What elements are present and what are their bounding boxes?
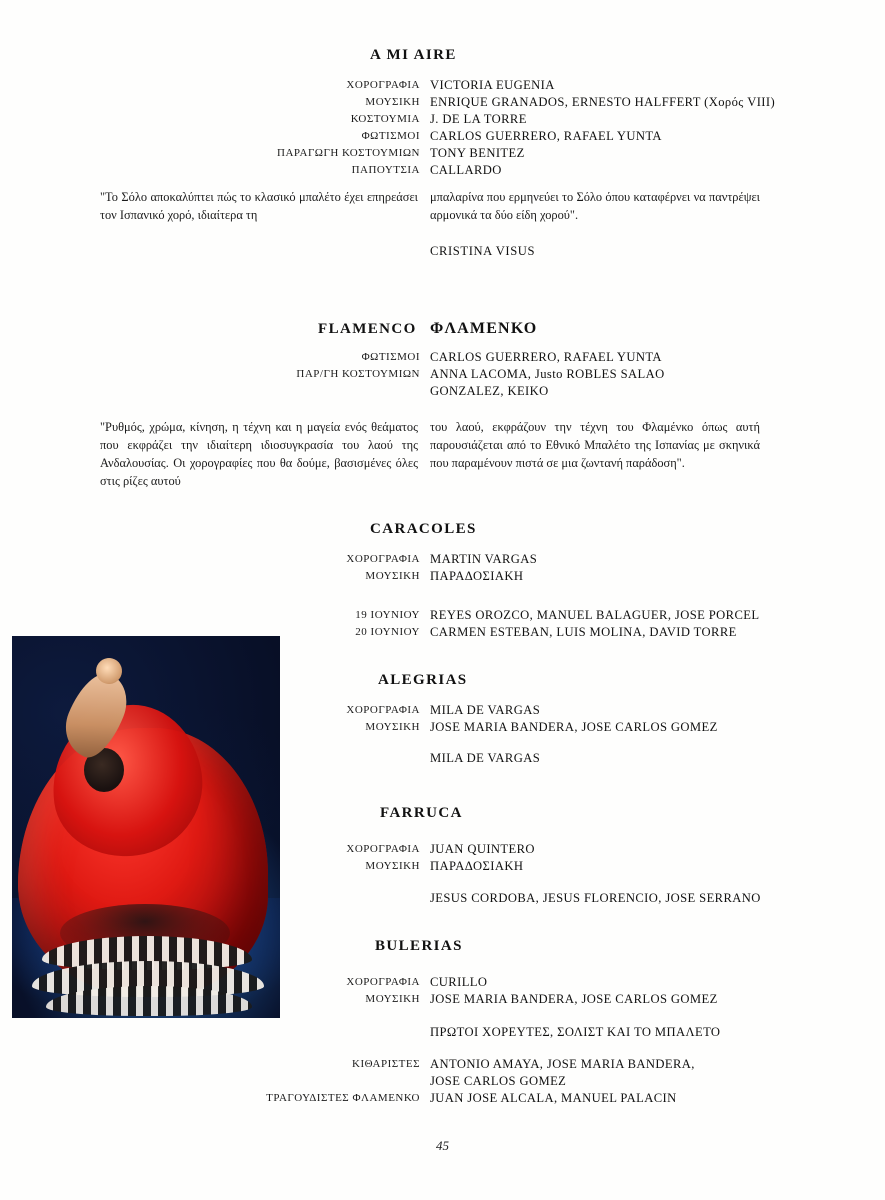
bulerias-value-guitarists-cont: JOSE CARLOS GOMEZ — [430, 1074, 567, 1088]
bulerias-label-flamenco-singers: ΤΡΑΓΟΥΔΙΣΤΕΣ ΦΛΑΜΕΝΚΟ — [266, 1092, 420, 1104]
credit-value-shoes: CALLARDO — [430, 163, 502, 177]
bulerias-credit-label-music: ΜΟΥΣΙΚΗ — [365, 993, 420, 1005]
credit-value-costumes: J. DE LA TORRE — [430, 112, 527, 126]
quote-a-mi-aire-right: μπαλαρίνα που ερμηνεύει το Σόλο όπου καταφέρνει να παντρέψει αρμονικά τα δύο είδη χορού". — [430, 190, 760, 222]
bulerias-cast: ΠΡΩΤΟΙ ΧΟΡΕΥΤΕΣ, ΣΟΛΙΣΤ ΚΑΙ ΤΟ ΜΠΑΛΕΤΟ — [430, 1025, 721, 1039]
caracoles-credit-label-music: ΜΟΥΣΙΚΗ — [365, 570, 420, 582]
flamenco-credit-value-lighting: CARLOS GUERRERO, RAFAEL YUNTA — [430, 350, 662, 364]
farruca-credit-label-choreography: ΧΟΡΟΓΡΑΦΙΑ — [346, 843, 420, 855]
credit-value-costume-production: TONY BENITEZ — [430, 146, 525, 160]
farruca-cast: JESUS CORDOBA, JESUS FLORENCIO, JOSE SERRANO — [430, 891, 761, 905]
flamenco-credit-value-costume-production-cont: GONZALEZ, KEIKO — [430, 384, 549, 398]
credit-label-shoes: ΠΑΠΟΥΤΣΙΑ — [351, 164, 420, 176]
caracoles-cast-label-june-20: 20 ΙΟΥΝΙΟΥ — [355, 626, 420, 638]
flamenco-credit-label-lighting: ΦΩΤΙΣΜΟΙ — [361, 351, 420, 363]
caracoles-credit-value-choreography: MARTIN VARGAS — [430, 552, 538, 566]
bulerias-value-flamenco-singers: JUAN JOSE ALCALA, MANUEL PALACIN — [430, 1091, 677, 1105]
flamenco-credit-label-costume-production: ΠΑΡ/ΓΗ ΚΟΣΤΟΥΜΙΩΝ — [296, 368, 420, 380]
credit-label-choreography: ΧΟΡΟΓΡΑΦΙΑ — [346, 79, 420, 91]
credit-label-costume-production: ΠΑΡΑΓΩΓΗ ΚΟΣΤΟΥΜΙΩΝ — [277, 147, 420, 159]
caracoles-cast-label-june-19: 19 ΙΟΥΝΙΟΥ — [355, 609, 420, 621]
section-title-alegrias: ALEGRIAS — [378, 672, 468, 688]
quote-a-mi-aire-left: "Το Σόλο αποκαλύπτει πώς το κλασικό μπαλέτο έχει επηρεάσει τον Ισπανικό χορό, ιδιαίτερα τη — [100, 190, 418, 222]
quote-flamenco-right: του λαού, εκφράζουν την τέχνη του Φλαμένκο όπως αυτή παρουσιάζεται από το Εθνικό Μπαλέτο της Ισπανίας με σκηνικά που παραμένουν πιστά σε μια ζωντανή παράδοση". — [430, 420, 760, 470]
bulerias-value-guitarists: ANTONIO AMAYA, JOSE MARIA BANDERA, — [430, 1057, 695, 1071]
credit-label-costumes: ΚΟΣΤΟΥΜΙΑ — [350, 113, 420, 125]
alegrias-credit-label-choreography: ΧΟΡΟΓΡΑΦΙΑ — [346, 704, 420, 716]
credit-value-choreography: VICTORIA EUGENIA — [430, 78, 555, 92]
section-title-caracoles: CARACOLES — [370, 521, 477, 537]
section-title-flamenco: FLAMENCO — [318, 321, 417, 337]
caracoles-credit-value-music: ΠΑΡΑΔΟΣΙΑΚΗ — [430, 569, 524, 583]
section-title-a-mi-aire: A MI AIRE — [370, 47, 457, 63]
bulerias-label-guitarists: ΚΙΘΑΡΙΣΤΕΣ — [352, 1058, 420, 1070]
quote-attribution-cristina-visus: CRISTINA VISUS — [430, 244, 536, 258]
alegrias-credit-label-music: ΜΟΥΣΙΚΗ — [365, 721, 420, 733]
farruca-credit-label-music: ΜΟΥΣΙΚΗ — [365, 860, 420, 872]
alegrias-cast: MILA DE VARGAS — [430, 751, 541, 765]
farruca-credit-value-choreography: JUAN QUINTERO — [430, 842, 535, 856]
bulerias-credit-value-music: JOSE MARIA BANDERA, JOSE CARLOS GOMEZ — [430, 992, 718, 1006]
farruca-credit-value-music: ΠΑΡΑΔΟΣΙΑΚΗ — [430, 859, 524, 873]
alegrias-credit-value-music: JOSE MARIA BANDERA, JOSE CARLOS GOMEZ — [430, 720, 718, 734]
flamenco-credit-value-costume-production: ANNA LACOMA, Justo ROBLES SALAO — [430, 367, 665, 381]
credit-value-music: ENRIQUE GRANADOS, ERNESTO HALFFERT (Χορός VIII) — [430, 95, 776, 109]
credit-label-lighting: ΦΩΤΙΣΜΟΙ — [361, 130, 420, 142]
caracoles-cast-value-june-19: REYES OROZCO, MANUEL BALAGUER, JOSE PORCEL — [430, 608, 760, 622]
quote-flamenco-left: "Ρυθμός, χρώμα, κίνηση, η τέχνη και η μαγεία ενός θεάματος που εκφράζει την ιδιαίτερη ιδιοσυγκρασία του λαού της Ανδαλουσίας. Οι χορογραφίες που θα δούμε, βασισμένες όλες στις ρίζες αυτού — [100, 420, 418, 488]
credit-label-music: ΜΟΥΣΙΚΗ — [365, 96, 420, 108]
bulerias-credit-label-choreography: ΧΟΡΟΓΡΑΦΙΑ — [346, 976, 420, 988]
alegrias-credit-value-choreography: MILA DE VARGAS — [430, 703, 541, 717]
credit-value-lighting: CARLOS GUERRERO, RAFAEL YUNTA — [430, 129, 662, 143]
caracoles-cast-value-june-20: CARMEN ESTEBAN, LUIS MOLINA, DAVID TORRE — [430, 625, 737, 639]
bulerias-credit-value-choreography: CURILLO — [430, 975, 488, 989]
flamenco-dancer-photo — [12, 636, 280, 1018]
section-title-bulerias: BULERIAS — [375, 938, 463, 954]
page-number: 45 — [436, 1138, 449, 1153]
caracoles-credit-label-choreography: ΧΟΡΟΓΡΑΦΙΑ — [346, 553, 420, 565]
section-title-flamenco-greek: ΦΛΑΜΕΝΚΟ — [430, 320, 538, 337]
section-title-farruca: FARRUCA — [380, 805, 463, 821]
